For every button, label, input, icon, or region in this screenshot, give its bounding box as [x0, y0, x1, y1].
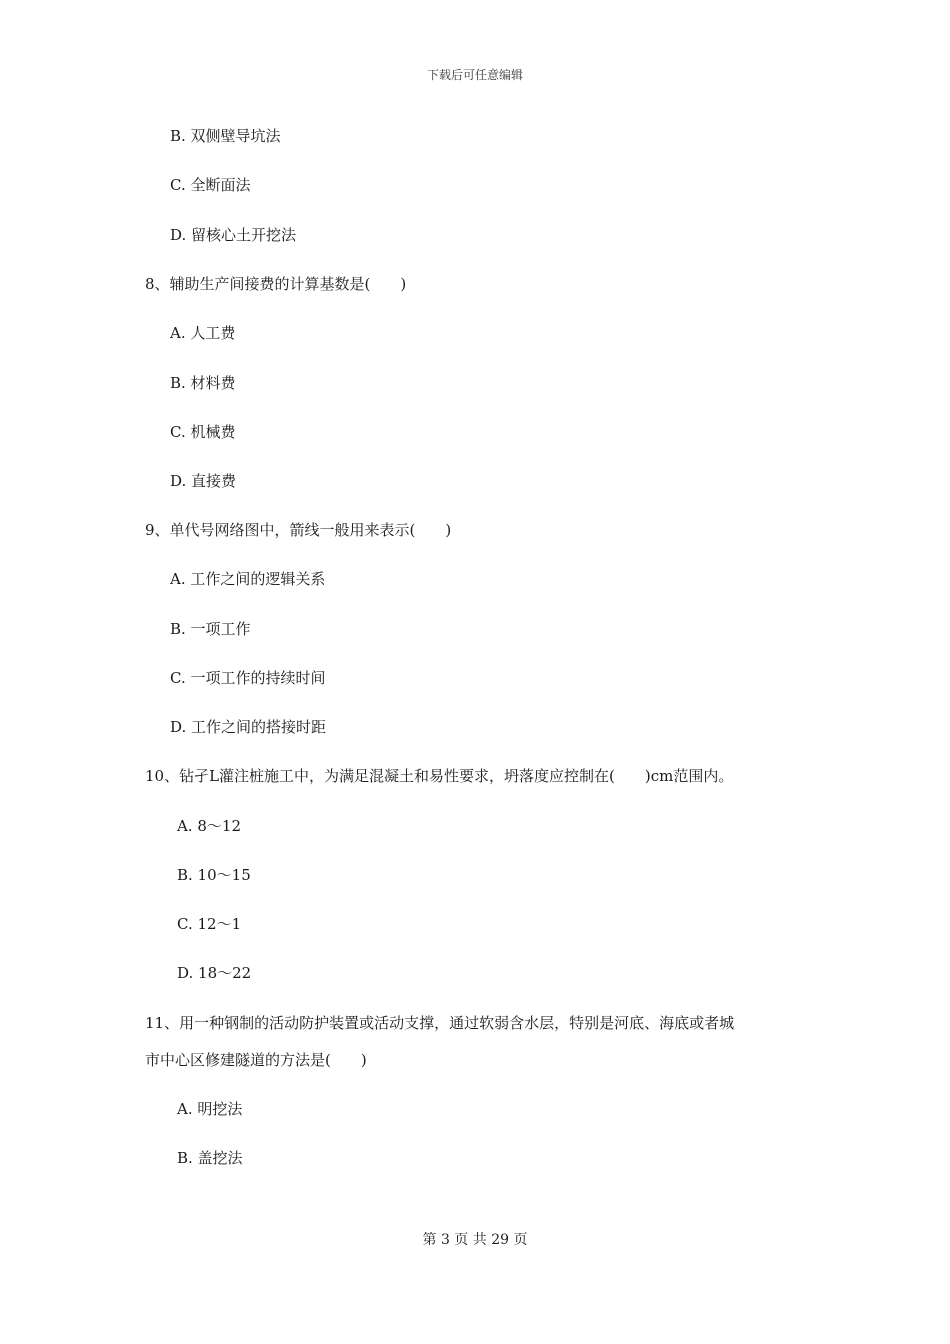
question-11-line2: 市中心区修建隧道的方法是( ) — [145, 1051, 367, 1069]
option-7d: D. 留核心土开挖法 — [170, 226, 297, 244]
question-11-line1: 11、用一种钢制的活动防护装置或活动支撑，通过软弱含水层，特别是河底、海底或者城 — [145, 1014, 735, 1032]
option-8c: C. 机械费 — [170, 423, 236, 441]
question-10: 10、钻孑L灌注桩施工中，为满足混凝土和易性要求，坍落度应控制在( )cm范围内。 — [145, 767, 734, 785]
option-7c: C. 全断面法 — [170, 176, 251, 194]
option-9a: A. 工作之间的逻辑关系 — [170, 570, 326, 588]
option-10d: D. 18～22 — [177, 964, 252, 982]
option-9d: D. 工作之间的搭接时距 — [170, 718, 327, 736]
question-8: 8、辅助生产间接费的计算基数是( ) — [145, 275, 407, 293]
option-9b: B. 一项工作 — [170, 620, 251, 638]
option-11b: B. 盖挖法 — [177, 1149, 243, 1167]
option-10b: B. 10～15 — [177, 866, 251, 884]
option-8a: A. 人工费 — [170, 324, 236, 342]
option-10a: A. 8～12 — [177, 817, 241, 835]
page-header: 下载后可任意编辑 — [426, 68, 523, 82]
option-11a: A. 明挖法 — [177, 1100, 243, 1118]
question-9: 9、单代号网络图中，箭线一般用来表示( ) — [145, 521, 452, 539]
option-8d: D. 直接费 — [170, 472, 237, 490]
page-footer: 第 3 页 共 29 页 — [422, 1232, 528, 1248]
option-9c: C. 一项工作的持续时间 — [170, 669, 326, 687]
option-10c: C. 12～1 — [177, 915, 242, 933]
option-7b: B. 双侧壁导坑法 — [170, 127, 281, 145]
option-8b: B. 材料费 — [170, 374, 236, 392]
